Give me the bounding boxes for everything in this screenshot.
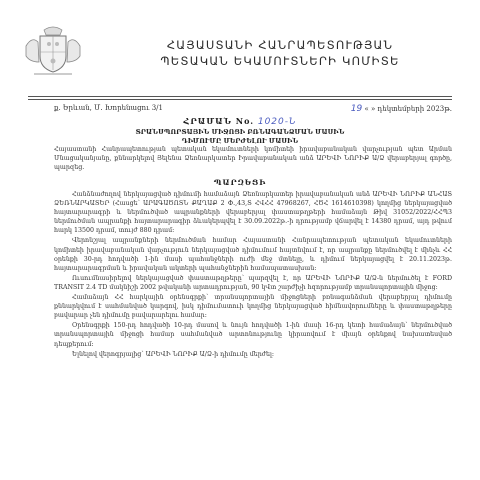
armenia-coat-of-arms-icon <box>22 22 84 80</box>
order-number: 1020-Ն <box>257 117 297 127</box>
order-subtitle-line-2: ԴԻՄՈՒՄԸ ՄԵՐԺԵԼՈՒ ՄԱՍԻՆ <box>181 137 299 145</box>
order-title <box>0 116 480 127</box>
body-paragraph: Ելնելով վերոգրյալից՝ ԱՐԵՎԻ ՆՈՐԻՔ Ա/Ձ-ի դիմումը մերժել: <box>72 350 275 358</box>
body-paragraph: Հանձնաժողով ներկայացված դիմումի համաձայն Ձեռնարկատեր իրավաբանական անձ ԱՐԵՎԻ ՆՈՐԻՔ ԱՆՀԱՏ ՁԵՌՆԱՐԿԱՏԵՐ (Հասցե՝ ԱՐԱԳԱԾՈՏՆ ՔԱՂԱՔ 2 Փ.,43,Տ ՀՎՀՀ 47968267, ՀԾՀ 1614610398) կողմից ներկայացված հայտարարագրի և ներմուծված ապրանքների վերաբերյալ փաստաթղթերի համաձայն Թիվ 31052/2022/ՀՀՊ3 ներմուծման ապրանքի հայտարարագիր ձևակերպվել է 30.09.2022թ.-ի դրությամբ վճարվել է 14380 դրամ, այդ թվում հարկ 13500 դրամ, տույժ 880 դրամ: <box>54 191 452 235</box>
agency-title-line-2: ՊԵՏԱԿԱՆ ԵԿԱՄՈՒՏՆԵՐԻ ԿՈՄԻՏԵ <box>160 54 400 68</box>
body-paragraph: Վերոնշյալ ապրանքների ներմուծման համար Հայաստանի Հանրապետության պետական եկամուտների կոմիտեի իրավաբանական վարչություն ներկայացված դիմումում հայտնվում է, որ ապրանքը ներմուծվել է մինչև ՀՀ օրենքի 30-րդ հոդվածի 1-ին մասի պահանջների ուժի մեջ մտնելը, և դիմում ներկայացվել է 20.11.2023թ. հայտարարագրման և իրավական ակտերի պահանջներին համապատասխան: <box>54 237 452 272</box>
agency-title-line-1: ՀԱՅԱՍՏԱՆԻ ՀԱՆՐԱՊԵՏՈՒԹՅԱՆ <box>166 38 394 52</box>
intro-paragraph: Հայաստանի Հանրապետության պետական եկամուտների կոմիտեի իրավաբանական վարչության պետ Արման Մնացականյանը, քննարկելով Յելենա Ձեռնարկատեր Իրավաբանական անձ ԱՐԵՎԻ ՆՈՐԻՔ Ա/Ձ վերաբերյալ գործը, պարզեց. <box>54 146 452 171</box>
address: ք. Երևան, Մ. Խորենացու 3/1 <box>54 104 163 112</box>
body-paragraph: Համաձայն ՀՀ հարկային օրենսգրքի՝ տրանսպորտային միջոցների բռնագանձման վերաբերյալ դիմումը քննարկվում է սահմանված կարգով, իսկ դիմումատուի կողմից ներկայացված հիմնավորումները և փաստաթղթերը բավարար չեն դիմումը բավարարելու համար: <box>54 294 452 320</box>
body-text <box>54 190 452 360</box>
header-divider <box>28 96 452 97</box>
order-subtitle-line-1: ՏՐԱՆՍՊՈՐՏԱՅԻՆ ՄԻՋՈՑԻ ԲՌՆԱԳԱՆՁՄԱՆ ՄԱՍԻՆ <box>135 128 345 136</box>
handwritten-day: 19 <box>350 104 363 114</box>
body-paragraph: Ուսումնասիրելով ներկայացված փաստաթղթերը՝ պարզվել է, որ ԱՐԵՎԻ ՆՈՐԻՔ Ա/Ձ-ն ներմուծել է FORD TRANSIT 2.4 TD մակնիշի 2002 թվականի արտադրության, 90 կՎտ շարժիչի հզորությամբ տրանսպորտային միջոց: <box>54 274 452 291</box>
date-line <box>351 104 452 114</box>
header-divider-thin <box>28 99 452 100</box>
body-paragraph: Օրենսգրքի 150-րդ հոդվածի 10-րդ մասով և նույն հոդվածի 1-ին մասի 16-րդ կետի համաձայն՝ ներմուծված տրանսպորտային միջոցի համար սահմանված արտոնությունը կիրառվում է միայն օրենքով նախատեսված դեպքերում: <box>54 322 452 348</box>
section-heading: ՊԱՐԶԵՑԻ <box>213 178 267 187</box>
order-label: ՀՐԱՄԱՆ No. <box>183 116 255 126</box>
date-text: « » դեկտեմբերի 2023թ. <box>364 105 452 113</box>
